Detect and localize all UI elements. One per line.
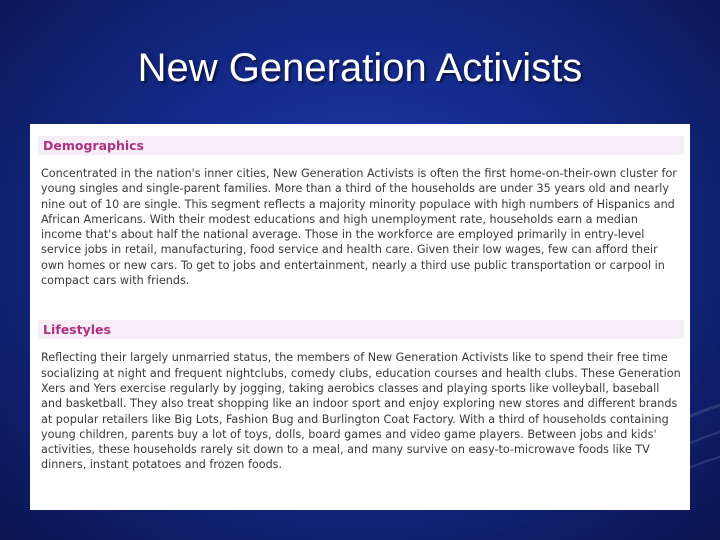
content-panel	[30, 124, 690, 510]
demographics-text: Concentrated in the nation's inner cities, New Generation Activists is often the first home-on-their-own cluster for young singles and single-parent families. More than a third of the households are under 35 years old and nearly nine out of 10 are single. This segment reflects a majority minority populace with high numbers of Hispanics and African Americans. With their modest educations and high unemployment rate, households earn a median income that's about half the national average. Those in the workforce are employed primarily in entry-level service jobs in retail, manufacturing, food service and health care. Given their low wages, few can afford their own homes or new cars. To get to jobs and entertainment, nearly a third use public transportation or carpool in compact cars with friends.	[41, 167, 677, 288]
demographics-heading: Demographics	[38, 136, 684, 155]
lifestyles-heading: Lifestyles	[38, 320, 684, 339]
lifestyles-section	[38, 320, 684, 472]
lifestyles-text: Reflecting their largely unmarried status, the members of New Generation Activists like to spend their free time socializing at night and frequent nightclubs, comedy clubs, education courses and health clubs. These Generation Xers and Yers exercise regularly by jogging, taking aerobics classes and playing sports like volleyball, baseball and basketball. They also treat shopping like an indoor sport and enjoy exploring new stores and different brands at popular retailers like Big Lots, Fashion Bug and Burlington Coat Factory. With a third of households containing young children, parents buy a lot of toys, dolls, board games and video game players. Between jobs and kids' activities, these households rarely sit down to a meal, and many survive on easy-to-microwave foods like TV dinners, instant potatoes and frozen foods.	[41, 351, 681, 472]
demographics-section	[38, 136, 684, 288]
slide-title: New Generation Activists	[137, 46, 583, 90]
